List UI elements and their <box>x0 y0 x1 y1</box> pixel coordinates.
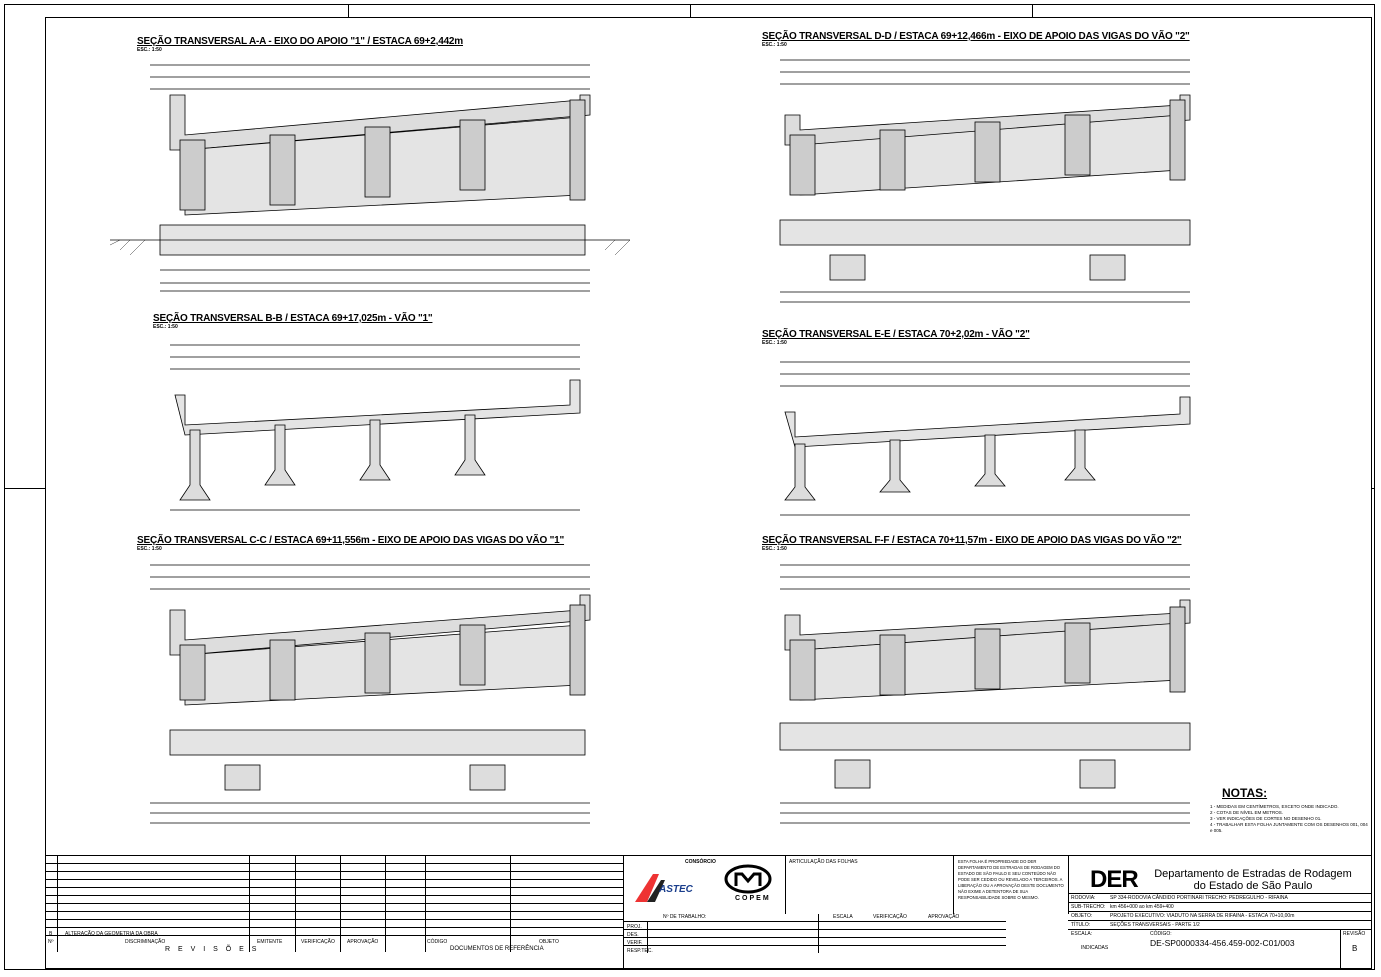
escala-label: ESCALA: <box>1071 931 1093 937</box>
revisions-label: R E V I S Õ E S <box>165 946 260 953</box>
section-d-drawing <box>760 50 1230 310</box>
note-item: 4 - TRABALHAR ESTA FOLHA JUNTAMENTE COM OS DESENHOS 001, 004 e 005. <box>1210 822 1368 833</box>
rev-header-aprovacao: APROVAÇÃO <box>347 939 379 945</box>
section-e-drawing <box>760 352 1230 522</box>
drawing-code: DE-SP0000334-456.459-002-C01/003 <box>1150 938 1295 948</box>
note-item: 2 - COTAS DE NÍVEL EM METROS. <box>1210 810 1284 815</box>
consortium-block <box>623 856 786 914</box>
rev-header-objeto: OBJETO <box>539 939 559 945</box>
articulation-block <box>785 856 954 914</box>
sig-label-verif: VERIF. <box>627 940 643 946</box>
der-name-line2: do Estado de São Paulo <box>1193 880 1313 892</box>
copem-name: COPEM <box>735 895 771 902</box>
notes-heading: NOTAS: <box>1222 786 1268 800</box>
sig-label-proj: PROJ. <box>627 924 642 930</box>
section-f-title: SEÇÃO TRANSVERSAL F-F / ESTACA 70+11,57m - EIXO DE APOIO DAS VIGAS DO VÃO "2" <box>762 535 1182 546</box>
note-item: 1 - MEDIDAS EM CENTÍMETROS, EXCETO ONDE INDICADO. <box>1210 804 1339 809</box>
articulation-label: ARTICULAÇÃO DAS FOLHAS <box>789 859 858 865</box>
verification-header: VERIFICAÇÃO <box>873 914 907 920</box>
section-f-scale: ESC.: 1:50 <box>762 546 787 552</box>
frame-tick <box>1032 4 1033 17</box>
der-name-line1: Departamento de Estradas de Rodagem <box>1154 868 1352 880</box>
astec-name: ASTEC <box>659 884 693 895</box>
revisao-value: B <box>1352 944 1358 953</box>
revision-letter: B <box>49 931 53 937</box>
section-c-drawing <box>110 555 630 830</box>
astec-logo <box>633 870 697 904</box>
section-a-title: SEÇÃO TRANSVERSAL A-A - EIXO DO APOIO "1" / ESTACA 69+2,442m <box>137 36 463 47</box>
notes-block <box>1210 786 1370 834</box>
der-logo: DER <box>1090 866 1138 893</box>
frame-tick <box>690 4 691 17</box>
subtrecho-label: SUB-TRECHO: <box>1071 904 1106 910</box>
der-department-name <box>1143 868 1363 892</box>
section-a-scale: ESC.: 1:50 <box>137 47 162 53</box>
section-b-title: SEÇÃO TRANSVERSAL B-B / ESTACA 69+17,025m - VÃO "1" <box>153 313 433 324</box>
note-item: 3 - VER INDICAÇÕES DE CORTES NO DESENHO 01. <box>1210 816 1322 821</box>
consortium-label: CONSÓRCIO <box>685 859 716 865</box>
escala-value: INDICADAS <box>1081 945 1109 951</box>
section-b-scale: ESC.: 1:50 <box>153 324 178 330</box>
titulo-label: TÍTULO: <box>1071 922 1091 928</box>
section-c-title: SEÇÃO TRANSVERSAL C-C / ESTACA 69+11,556m - EIXO DE APOIO DAS VIGAS DO VÃO "1" <box>137 535 565 546</box>
codigo-label: CÓDIGO: <box>1150 931 1172 937</box>
rodovia-value: SP 334-RODOVIA CÂNDIDO PORTINARI TRECHO: PEDREGULHO - RIFAINA <box>1110 895 1288 901</box>
rodovia-label: RODOVIA: <box>1071 895 1096 901</box>
approval-header: APROVAÇÃO <box>928 914 960 920</box>
section-e-title: SEÇÃO TRANSVERSAL E-E / ESTACA 70+2,02m - VÃO "2" <box>762 329 1030 340</box>
section-a-drawing <box>110 55 630 295</box>
frame-tick <box>1372 488 1375 489</box>
objeto-value: PROJETO EXECUTIVO: VIADUTO NA SERRA DE RIFAINA - ESTACA 70+10,00m <box>1110 913 1295 919</box>
scale-header: ESCALA <box>833 914 853 920</box>
rev-header-discriminacao: DISCRIMINAÇÃO <box>125 939 166 945</box>
titulo-value: SEÇÕES TRANSVERSAIS - PARTE 1/2 <box>1110 922 1200 928</box>
section-b-drawing <box>140 335 610 515</box>
section-e-scale: ESC.: 1:50 <box>762 340 787 346</box>
section-d-title: SEÇÃO TRANSVERSAL D-D / ESTACA 69+12,466m - EIXO DE APOIO DAS VIGAS DO VÃO "2" <box>762 31 1190 42</box>
section-d-scale: ESC.: 1:50 <box>762 42 787 48</box>
copem-logo <box>723 864 773 910</box>
revisions-table <box>45 856 624 969</box>
rev-header-emitente: EMITENTE <box>257 939 283 945</box>
rev-header-codigo: CÓDIGO <box>427 939 448 945</box>
rev-header-verificacao: VERIFICAÇÃO <box>301 939 335 945</box>
ownership-block <box>953 856 1069 914</box>
signatures-block <box>623 914 1006 970</box>
revisao-label: REVISÃO <box>1343 931 1366 937</box>
revision-description: ALTERAÇÃO DA GEOMETRIA DA OBRA <box>65 931 158 937</box>
sig-label-resp: RESP.TEC. <box>627 948 653 954</box>
section-c-scale: ESC.: 1:50 <box>137 546 162 552</box>
work-number-label: Nº DE TRABALHO: <box>663 914 707 920</box>
subtrecho-value: km 456+000 ao km 459+400 <box>1110 904 1174 910</box>
rev-header-no: Nº <box>48 939 54 945</box>
ownership-text: ESTA FOLHA É PROPRIEDADE DO DER DEPARTAMENTO DE ESTRADAS DE RODAGEM DO ESTADO DE SÃO PAULO E SEU CONTEÚDO NÃO PODE SER CEDIDO OU REVELADO A TERCEIROS. A LIBERAÇÃO OU A APROVAÇÃO DESTE DOCUMENTO NÃO EXIME A DETENTORA DE SUA RESPONSABILIDADE SOBRE O MESMO. <box>958 859 1064 900</box>
reference-docs-label: DOCUMENTOS DE REFERÊNCIA <box>450 946 544 952</box>
frame-tick <box>4 488 45 489</box>
sig-label-des: DES. <box>627 932 639 938</box>
section-f-drawing <box>760 555 1230 830</box>
objeto-label: OBJETO: <box>1071 913 1093 919</box>
frame-tick <box>348 4 349 17</box>
